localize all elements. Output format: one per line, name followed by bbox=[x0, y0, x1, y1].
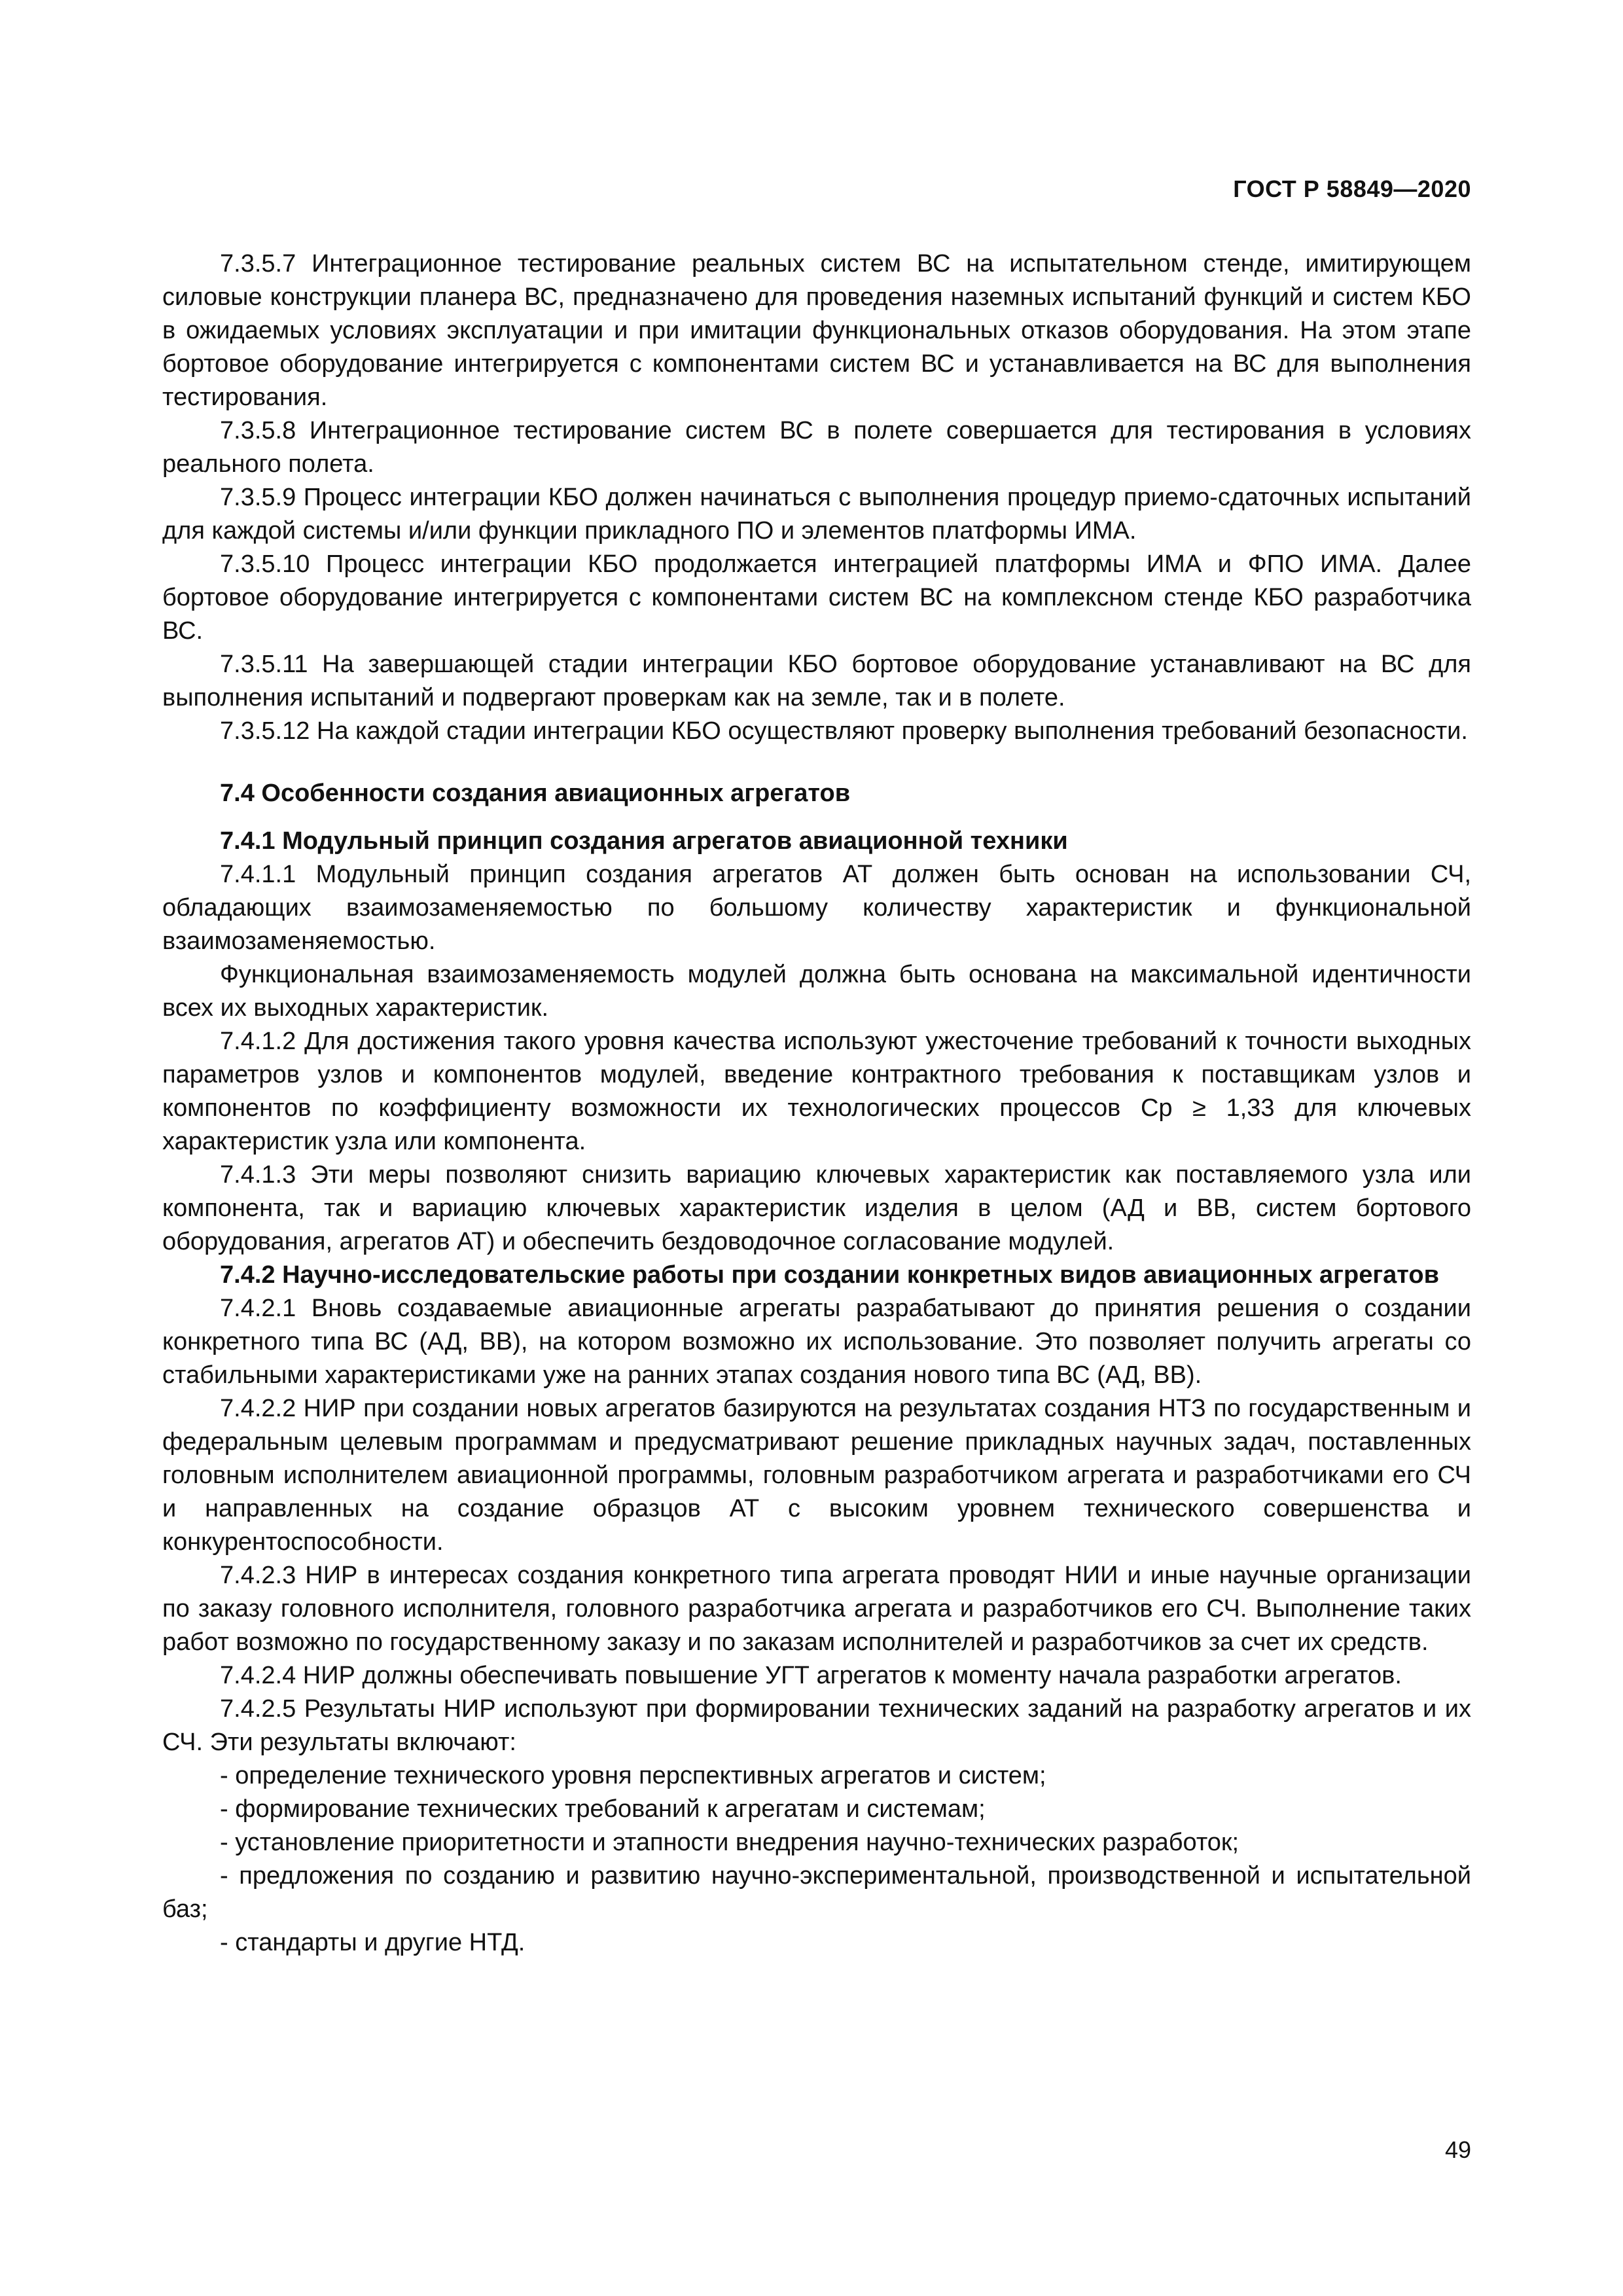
paragraph-7-3-5-9: 7.3.5.9 Процесс интеграции КБО должен начинаться с выполнения процедур приемо-сдаточных испытаний для каждой системы и/или функции прикладного ПО и элементов платформы ИМА. bbox=[162, 484, 1471, 545]
subsection-heading-7-4-2: 7.4.2 Научно-исследовательские работы при создании конкретных видов авиационных агрегатов bbox=[220, 1261, 1439, 1289]
section-heading-7-4: 7.4 Особенности создания авиационных агрегатов bbox=[220, 780, 851, 807]
paragraph-7-3-5-11: 7.3.5.11 На завершающей стадии интеграции КБО бортовое оборудование устанавливают на ВС для выполнения испытаний и подвергают проверкам как на земле, так и в полете. bbox=[162, 651, 1471, 711]
list-item: - определение технического уровня перспективных агрегатов и систем; bbox=[220, 1762, 1046, 1789]
paragraph-7-4-1-2: 7.4.1.2 Для достижения такого уровня качества используют ужесточение требований к точности выходных параметров узлов и компонентов модулей, введение контрактного требования к поставщикам узлов и компонентов по коэффициенту возможности их технологических процессов Cp ≥ 1,33 для ключевых характеристик узла или компонента. bbox=[162, 1028, 1471, 1155]
paragraph-7-3-5-12: 7.3.5.12 На каждой стадии интеграции КБО осуществляют проверку выполнения требований безопасности. bbox=[220, 717, 1468, 745]
paragraph-7-4-2-2: 7.4.2.2 НИР при создании новых агрегатов базируются на результатах создания НТЗ по государственным и федеральным целевым программам и предусматривают решение прикладных научных задач, поставленных головным исполнителем авиационной программы, головным разработчиком агрегата и разработчиками его СЧ и направленных на создание образцов АТ с высоким уровнем технического совершенства и конкурентоспособности. bbox=[162, 1395, 1471, 1556]
page-number: 49 bbox=[1444, 2136, 1471, 2163]
document-body bbox=[162, 247, 1471, 1960]
paragraph-7-4-2-4: 7.4.2.4 НИР должны обеспечивать повышение УГТ агрегатов к моменту начала разработки агрегатов. bbox=[220, 1662, 1402, 1689]
paragraph-7-4-2-1: 7.4.2.1 Вновь создаваемые авиационные агрегаты разрабатывают до принятия решения о создании конкретного типа ВС (АД, ВВ), на котором возможно их использование. Это позволяет получить агрегаты со стабильными характеристиками уже на ранних этапах создания нового типа ВС (АД, ВВ). bbox=[162, 1295, 1471, 1389]
paragraph-7-3-5-7: 7.3.5.7 Интеграционное тестирование реальных систем ВС на испытательном стенде, имитирующем силовые конструкции планера ВС, предназначено для проведения наземных испытаний функций и систем КБО в ожидаемых условиях эксплуатации и при имитации функциональных отказов оборудования. На этом этапе бортовое оборудование интегрируется с компонентами систем ВС и устанавливается на ВС для выполнения тестирования. bbox=[162, 250, 1471, 411]
list-item: - предложения по созданию и развитию научно-экспериментальной, производственной и испытательной баз; bbox=[162, 1862, 1471, 1923]
paragraph-7-3-5-8: 7.3.5.8 Интеграционное тестирование систем ВС в полете совершается для тестирования в условиях реального полета. bbox=[162, 417, 1471, 478]
paragraph-7-4-2-3: 7.4.2.3 НИР в интересах создания конкретного типа агрегата проводят НИИ и иные научные организации по заказу головного исполнителя, головного разработчика агрегата и разработчиков его СЧ. Выполнение таких работ возможно по государственному заказу и по заказам исполнителей и разработчиков за счет их средств. bbox=[162, 1562, 1471, 1656]
document-id: ГОСТ Р 58849—2020 bbox=[1233, 175, 1471, 202]
paragraph-7-3-5-10: 7.3.5.10 Процесс интеграции КБО продолжается интеграцией платформы ИМА и ФПО ИМА. Далее бортовое оборудование интегрируется с компонентами систем ВС на комплексном стенде КБО разработчика ВС. bbox=[162, 550, 1471, 645]
paragraph-functional-interchangeability: Функциональная взаимозаменяемость модулей должна быть основана на максимальной идентичности всех их выходных характеристик. bbox=[162, 961, 1471, 1022]
paragraph-7-4-1-3: 7.4.1.3 Эти меры позволяют снизить вариацию ключевых характеристик как поставляемого узла или компонента, так и вариацию ключевых характеристик изделия в целом (АД и ВВ, систем бортового оборудования, агрегатов АТ) и обеспечить бездоводочное согласование модулей. bbox=[162, 1161, 1471, 1255]
paragraph-7-4-2-5: 7.4.2.5 Результаты НИР используют при формировании технических заданий на разработку агрегатов и их СЧ. Эти результаты включают: bbox=[162, 1695, 1471, 1756]
list-item: - формирование технических требований к агрегатам и системам; bbox=[220, 1795, 986, 1823]
list-item: - стандарты и другие НТД. bbox=[220, 1929, 526, 1956]
list-item: - установление приоритетности и этапности внедрения научно-технических разработок; bbox=[220, 1829, 1240, 1856]
paragraph-7-4-1-1: 7.4.1.1 Модульный принцип создания агрегатов АТ должен быть основан на использовании СЧ, обладающих взаимозаменяемостью по большому количеству характеристик и функциональной взаимозаменяемостью. bbox=[162, 861, 1471, 955]
subsection-heading-7-4-1: 7.4.1 Модульный принцип создания агрегатов авиационной техники bbox=[220, 827, 1068, 855]
